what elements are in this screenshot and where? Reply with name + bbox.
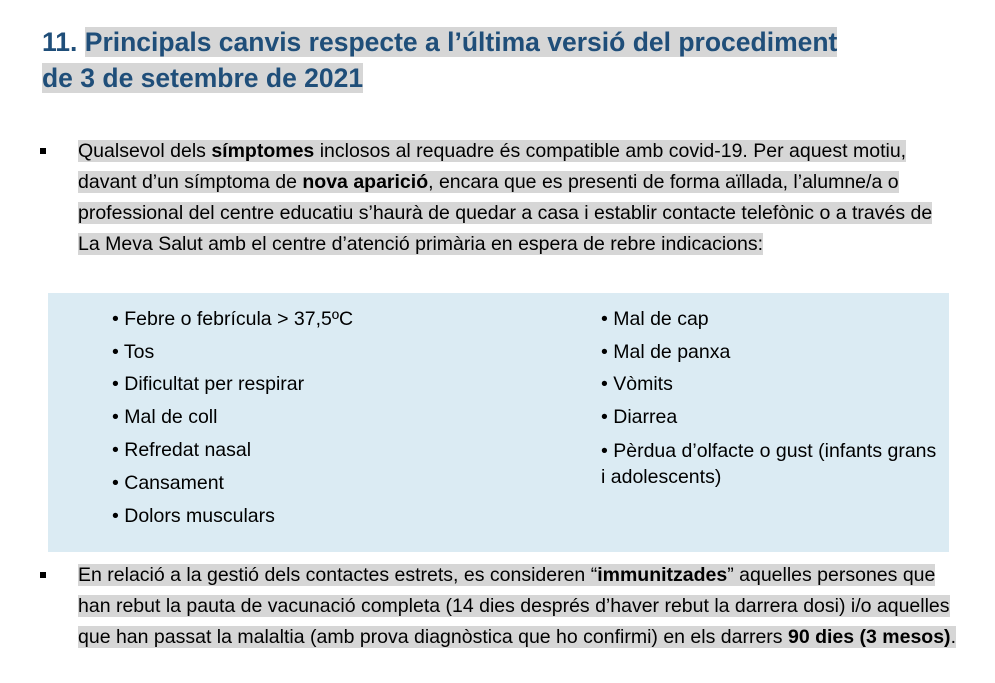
- symptom-item: • Cansament: [112, 472, 224, 494]
- bold-run: nova aparició: [302, 171, 429, 193]
- bold-run: 90 dies (3 mesos): [787, 626, 951, 648]
- text-run: .: [950, 626, 956, 648]
- section-heading: [42, 24, 942, 96]
- text-run: Qualsevol dels: [78, 140, 212, 162]
- symptom-item: • Diarrea: [601, 406, 678, 428]
- paragraph-symptoms: [78, 136, 958, 260]
- symptom-item: • Mal de panxa: [601, 341, 731, 363]
- symptom-item: • Febre o febrícula > 37,5ºC: [112, 308, 354, 330]
- symptom-item: • Dolors musculars: [112, 505, 275, 527]
- symptom-item: • Vòmits: [601, 373, 673, 395]
- text-run: , encara que es presenti de forma aïllada, l’alumne/a o professional del centre educatiu s’haurà de quedar a casa i establir contacte telefònic o a través de La Meva Salut amb el centre d’atenció primària en espera de rebre indicacions:: [78, 171, 933, 255]
- paragraph-immunized: [78, 560, 958, 653]
- symptom-item: • Pèrdua d’olfacte o gust (infants grans i adolescents): [601, 440, 937, 488]
- heading-line-2: de 3 de setembre de 2021: [42, 63, 364, 93]
- bold-run: immunitzades: [597, 564, 728, 586]
- heading-line-1: Principals canvis respecte a l’última versió del procediment: [84, 27, 838, 57]
- bullet-marker-1: [40, 148, 46, 154]
- bold-run: símptomes: [211, 140, 315, 162]
- text-run: ” aquelles persones que han rebut la pauta de vacunació completa (14 dies després d’haver rebut la darrera dosi) i/o aquelles que han passat la malaltia (amb prova diagnòstica que ho confirmi) en els darrers: [78, 564, 950, 648]
- text-run: inclosos al requadre és compatible amb covid-19. Per aquest motiu, davant d’un símptoma de: [78, 140, 907, 193]
- symptom-item: • Mal de cap: [601, 308, 709, 330]
- bullet-marker-2: [40, 572, 46, 578]
- symptom-item: • Dificultat per respirar: [112, 373, 305, 395]
- text-run: En relació a la gestió dels contactes estrets, es consideren “: [78, 564, 598, 586]
- section-number: 11.: [42, 27, 78, 57]
- symptom-item: • Mal de coll: [112, 406, 218, 428]
- symptom-item: • Tos: [112, 341, 155, 363]
- symptom-item: • Refredat nasal: [112, 439, 252, 461]
